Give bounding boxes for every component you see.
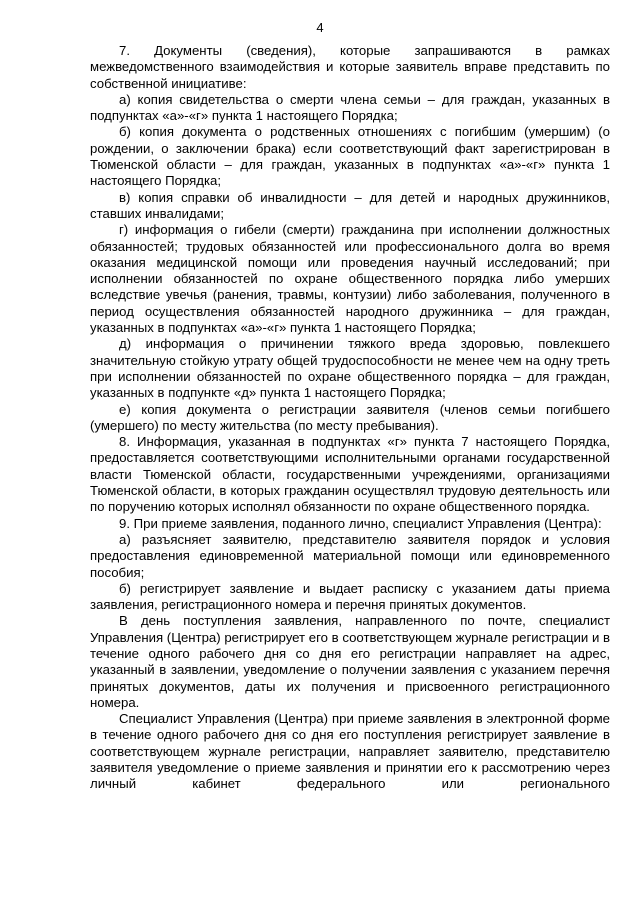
paragraph-7d: д) информация о причинении тяжкого вреда здоровью, повлекшего значительную стойкую утрату общей трудоспособности не менее чем на одну треть при исполнении обязанностей по охране общественного порядка – для граждан, указанных в подпункте «д» пункта 1 настоящего Порядка; — [90, 336, 610, 401]
paragraph-8: 8. Информация, указанная в подпунктах «г» пункта 7 настоящего Порядка, предоставляется соответствующими исполнительными органами государственной власти Тюменской области, государственными учреждениями, организациями Тюменской области, в которых гражданин осуществлял трудовую деятельность или по поручению которых исполнял обязанности по охране общественного порядка. — [90, 434, 610, 515]
paragraph-7e: е) копия документа о регистрации заявителя (членов семьи погибшего (умершего) по месту жительства (по месту пребывания). — [90, 401, 610, 433]
paragraph-9a: а) разъясняет заявителю, представителю заявителя порядок и условия предоставления единовременной материальной помощи или единовременного пособия; — [90, 531, 610, 580]
paragraph-7b: б) копия документа о родственных отношениях с погибшим (умершим) (о рождении, о заключении брака) если соответствующий факт зарегистрирован в Тюменской области – для граждан, указанных в подпунктах «а»-«г» пункта 1 настоящего Порядка; — [90, 124, 610, 189]
paragraph-mail-registration: В день поступления заявления, направленного по почте, специалист Управления (Центра) регистрирует его в соответствующем журнале регистрации и в течение одного рабочего дня со дня его регистрации направляет на адрес, указанный в заявлении, уведомление о получении заявления с указанием перечня принятых документов, даты их получения и присвоенного регистрационного номера. — [90, 613, 610, 710]
paragraph-9b: б) регистрирует заявление и выдает расписку с указанием даты приема заявления, регистрационного номера и перечня принятых документов. — [90, 580, 610, 613]
paragraph-9: 9. При приеме заявления, поданного лично, специалист Управления (Центра): — [119, 515, 602, 531]
document-body — [90, 43, 610, 793]
paragraph-7: 7. Документы (сведения), которые запрашиваются в рамках межведомственного взаимодействия и которые заявитель вправе представить по собственной инициативе: — [90, 43, 610, 91]
page-number: 4 — [316, 20, 324, 35]
paragraph-7v: в) копия справки об инвалидности – для детей и народных дружинников, ставших инвалидами; — [90, 189, 610, 221]
paragraph-7g: г) информация о гибели (смерти) гражданина при исполнении должностных обязанностей; трудовых обязанностей или профессионального долга во время оказания медицинской помощи или проведения научный исследований; при исполнении обязанностей по охране общественного порядка либо умерших вследствие увечья (ранения, травмы, контузии) либо заболевания, полученного в период осуществления обязанностей народного дружинника – для граждан, указанных в подпунктах «а»-«г» пункта 1 настоящего Порядка; — [90, 222, 610, 336]
paragraph-7a: а) копия свидетельства о смерти члена семьи – для граждан, указанных в подпунктах «а»-«г» пункта 1 настоящего Порядка; — [90, 91, 610, 124]
paragraph-electronic-registration: Специалист Управления (Центра) при приеме заявления в электронной форме в течение одного рабочего дня со дня его поступления регистрирует заявление в соответствующем журнале регистрации, направляет заявителю, представителю заявителя уведомление о приеме заявления и принятии его к рассмотрению через личный кабинет федерального или регионального — [90, 711, 610, 792]
